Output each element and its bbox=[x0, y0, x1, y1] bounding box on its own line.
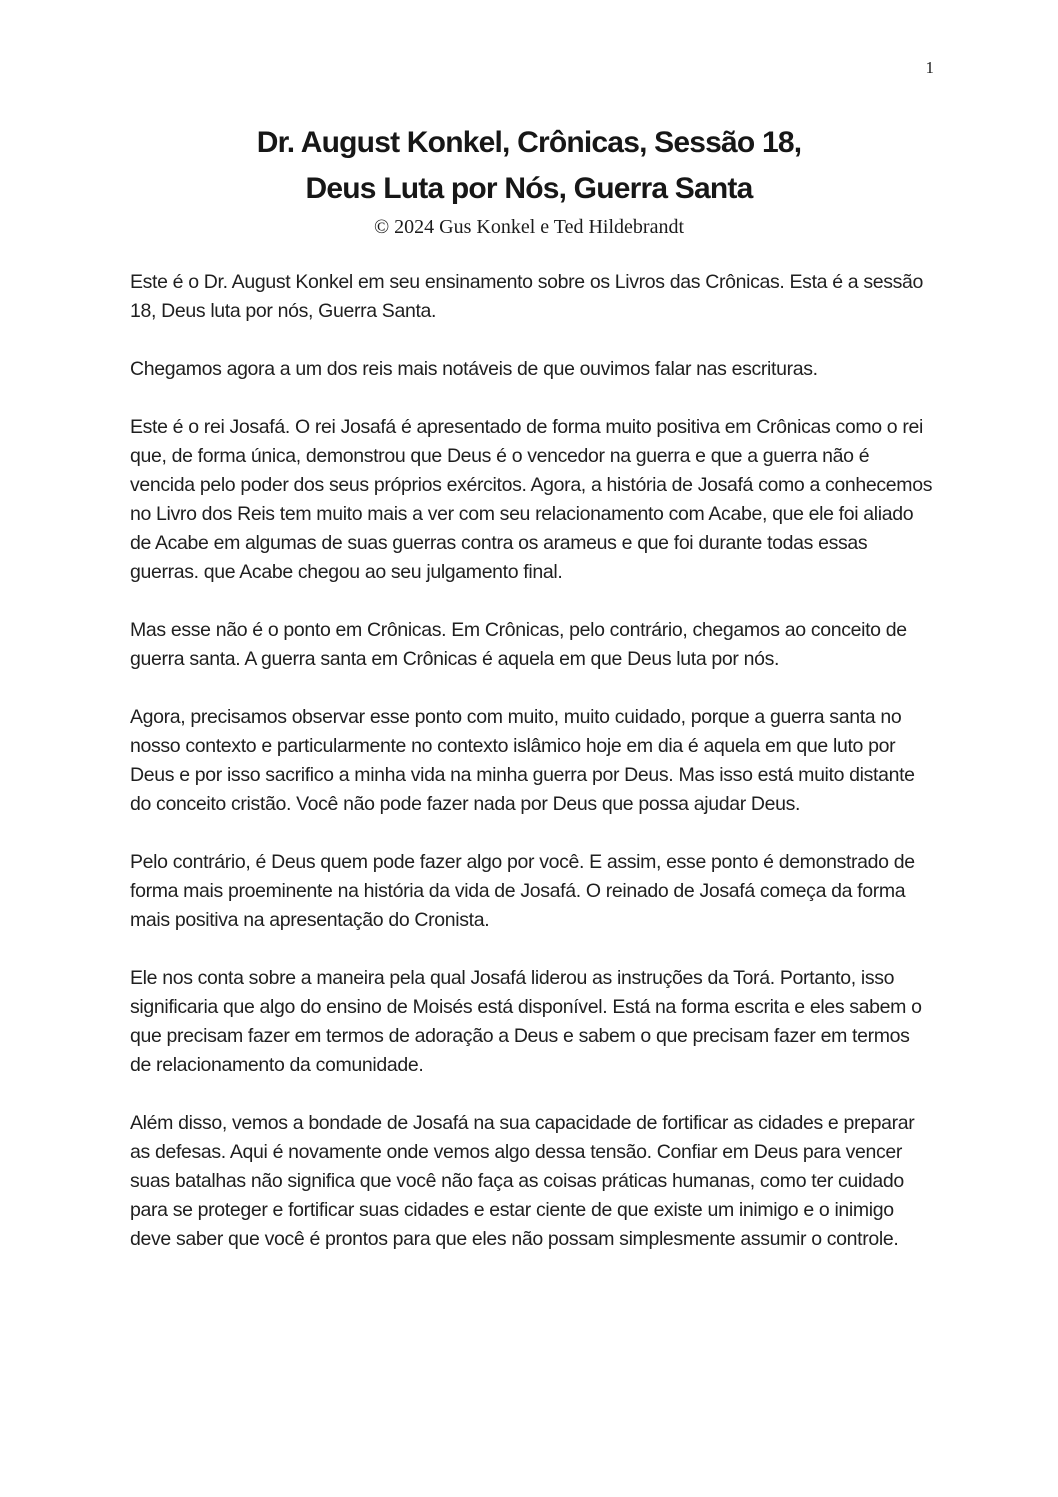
document-body bbox=[130, 268, 934, 1254]
paragraph: Ele nos conta sobre a maneira pela qual Josafá liderou as instruções da Torá. Portanto, isso significaria que algo do ensino de Moisés está disponível. Está na forma escrita e eles sabem o que precisam fazer em termos de adoração a Deus e sabem o que precisam fazer em termos de relacionamento da comunidade. bbox=[130, 967, 922, 1076]
document-header bbox=[0, 0, 1058, 241]
copyright-line: © 2024 Gus Konkel e Ted Hildebrandt bbox=[373, 216, 685, 238]
paragraph: Este é o rei Josafá. O rei Josafá é apresentado de forma muito positiva em Crônicas como o rei que, de forma única, demonstrou que Deus é o vencedor na guerra e que a guerra não é vencida pelo poder dos seus próprios exércitos. Agora, a história de Josafá como a conhecemos no Livro dos Reis tem muito mais a ver com seu relacionamento com Acabe, que ele foi aliado de Acabe em algumas de suas guerras contra os arameus e que foi durante todas essas guerras. que Acabe chegou ao seu julgamento final. bbox=[130, 416, 933, 583]
paragraph: Mas esse não é o ponto em Crônicas. Em Crônicas, pelo contrário, chegamos ao conceito de guerra santa. A guerra santa em Crônicas é aquela em que Deus luta por nós. bbox=[130, 619, 907, 670]
paragraph: Além disso, vemos a bondade de Josafá na sua capacidade de fortificar as cidades e preparar as defesas. Aqui é novamente onde vemos algo dessa tensão. Confiar em Deus para vencer suas batalhas não significa que você não faça as coisas práticas humanas, como ter cuidado para se proteger e fortificar suas cidades e estar ciente de que existe um inimigo e o inimigo deve saber que você é prontos para que eles não possam simplesmente assumir o controle. bbox=[130, 1112, 915, 1250]
page-title-line-2: Deus Luta por Nós, Guerra Santa bbox=[305, 172, 753, 205]
paragraph: Pelo contrário, é Deus quem pode fazer algo por você. E assim, esse ponto é demonstrado de forma mais proeminente na história da vida de Josafá. O reinado de Josafá começa da forma mais positiva na apresentação do Cronista. bbox=[130, 851, 915, 931]
paragraph-intro: Este é o Dr. August Konkel em seu ensinamento sobre os Livros das Crônicas. Esta é a sessão 18, Deus luta por nós, Guerra Santa. bbox=[130, 271, 924, 322]
paragraph: Chegamos agora a um dos reis mais notáveis de que ouvimos falar nas escrituras. bbox=[130, 358, 818, 380]
paragraph: Agora, precisamos observar esse ponto com muito, muito cuidado, porque a guerra santa no nosso contexto e particularmente no contexto islâmico hoje em dia é aquela em que luto por Deus e por isso sacrifico a minha vida na minha guerra por Deus. Mas isso está muito distante do conceito cristão. Você não pode fazer nada por Deus que possa ajudar Deus. bbox=[130, 706, 915, 815]
page-number: 1 bbox=[925, 58, 934, 77]
page-title-line-1: Dr. August Konkel, Crônicas, Sessão 18, bbox=[256, 126, 802, 159]
